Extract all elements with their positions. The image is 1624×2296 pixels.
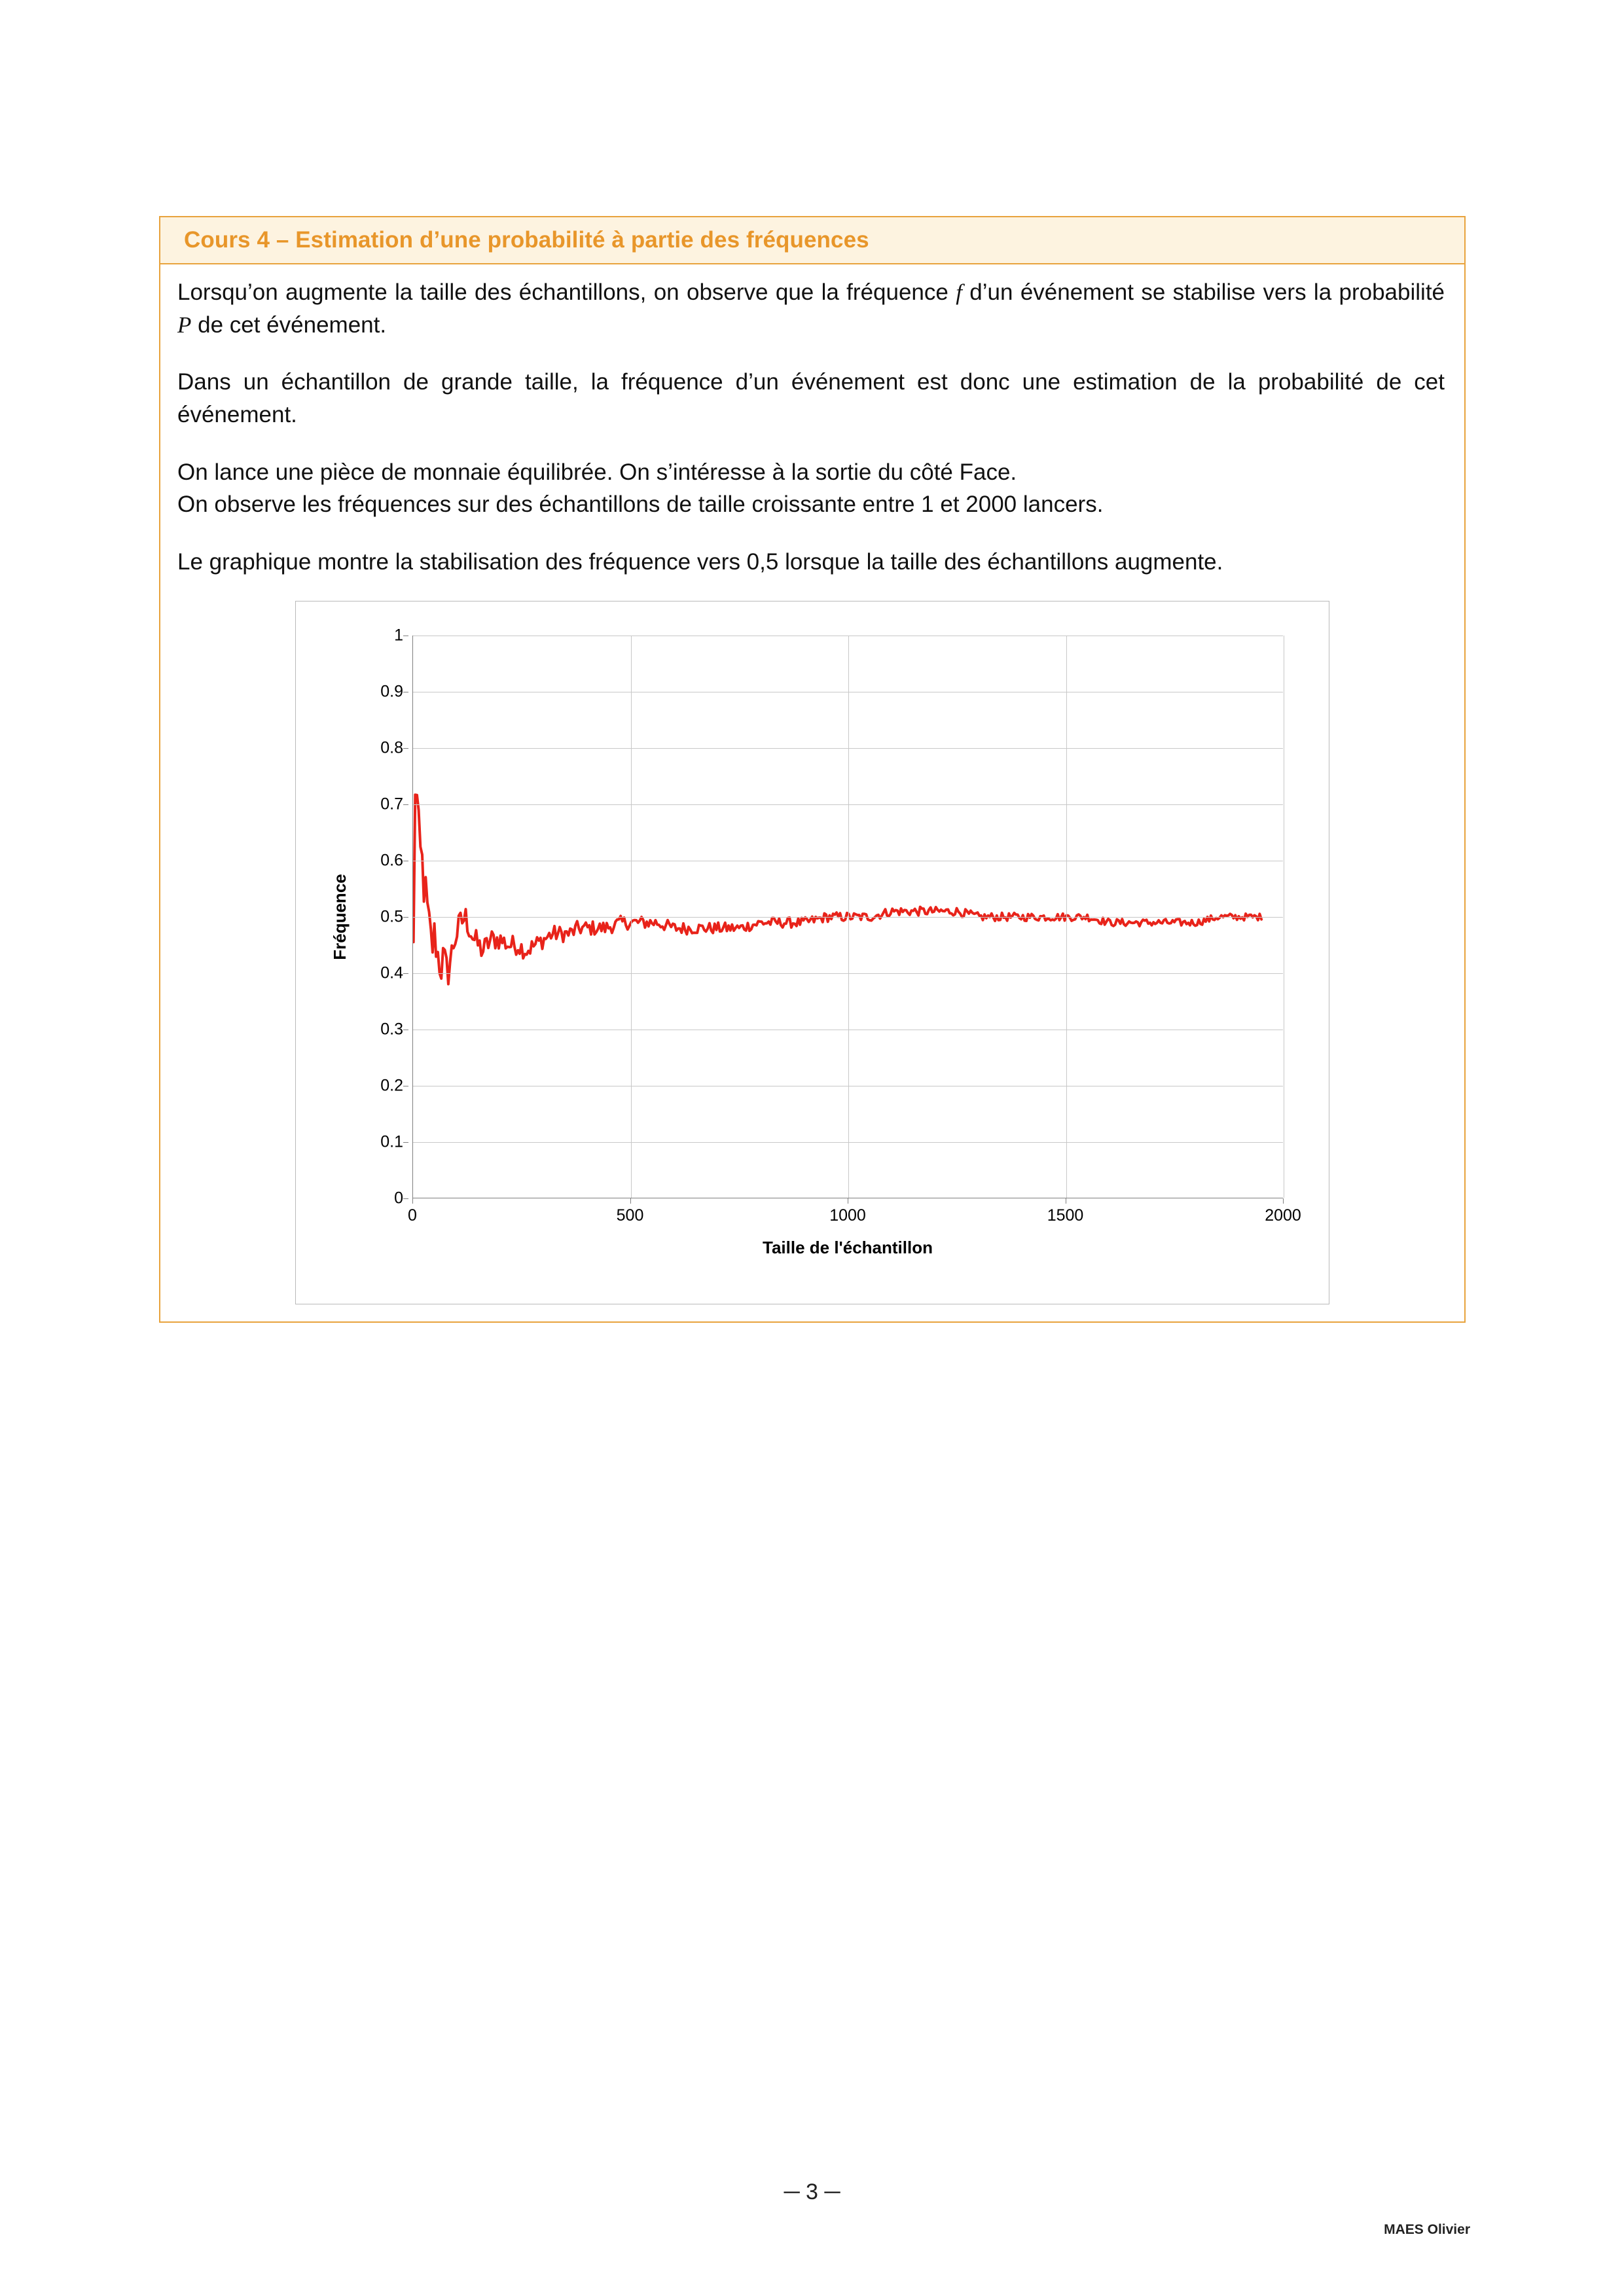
chart-plot-area [412,636,1283,1198]
spacer-2 [177,431,1445,456]
chart-y-tick-label: 0.5 [380,907,403,926]
chart-y-tick-mark [403,1142,408,1143]
symbol-f: f [956,279,962,305]
chart-y-tick-label: 0.4 [380,963,403,982]
paragraph-1 [177,276,1445,341]
paragraph-1-part-b: d’un événement se stabilise vers la probabilité [962,279,1445,305]
chart-y-tick-label: 0.2 [380,1076,403,1095]
chart-y-tick-label: 0.6 [380,851,403,870]
chart-x-tick-label: 2000 [1265,1206,1301,1225]
symbol-P: P [177,312,192,338]
chart-y-tick-label: 0.3 [380,1020,403,1039]
paragraph-2: Dans un échantillon de grande taille, la fréquence d’un événement est donc une estimation de la probabilité de cet événement. [177,369,1445,428]
chart-x-tick-label: 0 [408,1206,417,1225]
chart-x-tick-mark [630,1198,631,1204]
paragraph-3: On lance une pièce de monnaie équilibrée. On s’intéresse à la sortie du côté Face. [177,459,1017,485]
chart-line-path [414,795,1261,984]
chart-y-tick-label: 0.8 [380,738,403,757]
course-title: Cours 4 – Estimation d’une probabilité à partie des fréquences [184,227,869,253]
chart-gridline-vertical [631,636,632,1198]
paragraph-1-part-c: de cet événement. [191,312,387,338]
chart-y-tick-label: 0 [394,1189,403,1208]
chart-y-tick-label: 0.7 [380,795,403,814]
chart-x-tick-label: 500 [616,1206,644,1225]
frequency-chart [295,601,1329,1304]
chart-x-tick-mark [1283,1198,1284,1204]
course-box [159,216,1466,1323]
chart-gridline-vertical [1066,636,1067,1198]
paragraph-4: On observe les fréquences sur des échantillons de taille croissante entre 1 et 2000 lancers. [177,492,1104,518]
chart-x-tick-mark [412,1198,413,1204]
chart-y-tick-mark [403,804,408,805]
spacer-1 [177,341,1445,366]
chart-y-tick-mark [403,748,408,749]
paragraph-1-part-a: Lorsqu’on augmente la taille des échantillons, on observe que la fréquence [177,279,956,305]
paragraph-5: Le graphique montre la stabilisation des fréquence vers 0,5 lorsque la taille des échantillons augmente. [177,549,1223,575]
chart-x-tick-label: 1500 [1047,1206,1084,1225]
course-title-bar [160,217,1464,264]
page-number: ─ 3 ─ [784,2179,840,2204]
footer-author: MAES Olivier [1384,2222,1470,2237]
chart-gridline-vertical [848,636,849,1198]
spacer-3 [177,521,1445,546]
chart-y-tick-label: 1 [394,626,403,645]
chart-x-axis-ticks [408,1198,1301,1231]
chart-y-tick-label: 0.9 [380,682,403,701]
chart-y-tick-mark [403,917,408,918]
chart-y-tick-label: 0.1 [380,1132,403,1151]
chart-y-tick-mark [403,973,408,974]
chart-x-tick-label: 1000 [829,1206,866,1225]
chart-y-axis-title: Fréquence [330,874,350,960]
chart-y-tick-mark [403,1198,408,1199]
course-body [160,276,1464,579]
chart-x-axis-title: Taille de l'échantillon [763,1237,933,1257]
